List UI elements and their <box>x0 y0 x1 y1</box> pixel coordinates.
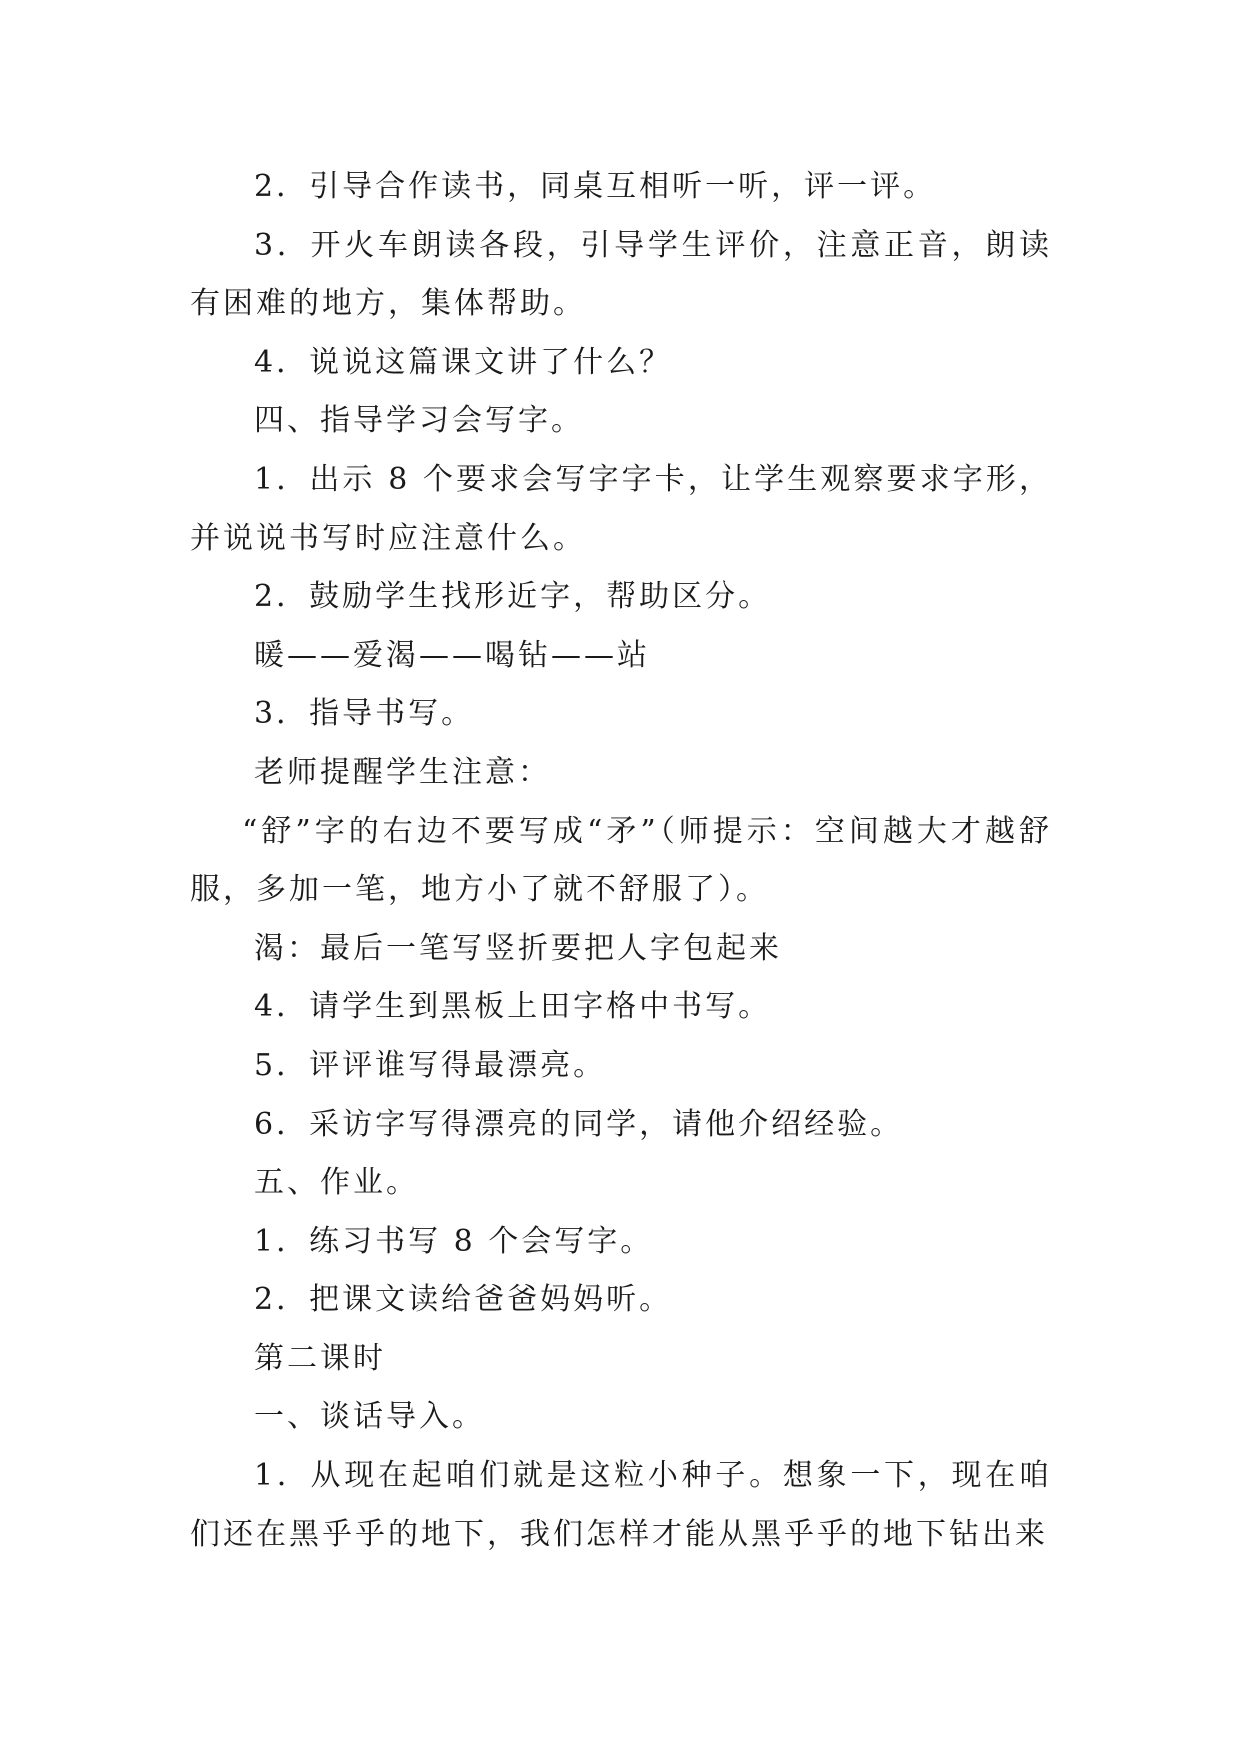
paragraph: 3．开火车朗读各段，引导学生评价，注意正音，朗读有困难的地方，集体帮助。 <box>190 227 1052 322</box>
paragraph: 老师提醒学生注意： <box>254 754 551 790</box>
paragraph: “舒”字的右边不要写成“矛”（师提示：空间越大才越舒服，多加一笔，地方小了就不舒服了）。 <box>190 813 1052 908</box>
similar-characters-line: 暖——爱渴——喝钻——站 <box>254 637 650 673</box>
paragraph: 1．出示 8 个要求会写字字卡，让学生观察要求字形，并说说书写时应注意什么。 <box>190 461 1052 556</box>
paragraph: 4．请学生到黑板上田字格中书写。 <box>254 989 772 1025</box>
paragraph: 2．鼓励学生找形近字，帮助区分。 <box>254 579 772 615</box>
document-body <box>190 158 1052 1564</box>
section-heading: 四、指导学习会写字。 <box>254 403 584 439</box>
paragraph: 1．从现在起咱们就是这粒小种子。想象一下，现在咱们还在黑乎乎的地下，我们怎样才能从黑乎乎的地下钻出来 <box>190 1458 1052 1552</box>
paragraph: 1．练习书写 8 个会写字。 <box>254 1223 654 1259</box>
paragraph: 3．指导书写。 <box>254 696 475 732</box>
paragraph: 6．采访字写得漂亮的同学，请他介绍经验。 <box>254 1106 904 1142</box>
paragraph: 4．说说这篇课文讲了什么？ <box>254 344 673 380</box>
paragraph: 5．评评谁写得最漂亮。 <box>254 1047 607 1083</box>
section-heading: 五、作业。 <box>254 1165 419 1201</box>
paragraph: 渴：最后一笔写竖折要把人字包起来 <box>254 930 782 966</box>
paragraph: 2．引导合作读书，同桌互相听一听，评一评。 <box>254 169 937 204</box>
section-heading: 一、谈话导入。 <box>254 1399 485 1435</box>
paragraph: 2．把课文读给爸爸妈妈听。 <box>254 1282 673 1318</box>
lesson-heading: 第二课时 <box>254 1340 386 1376</box>
